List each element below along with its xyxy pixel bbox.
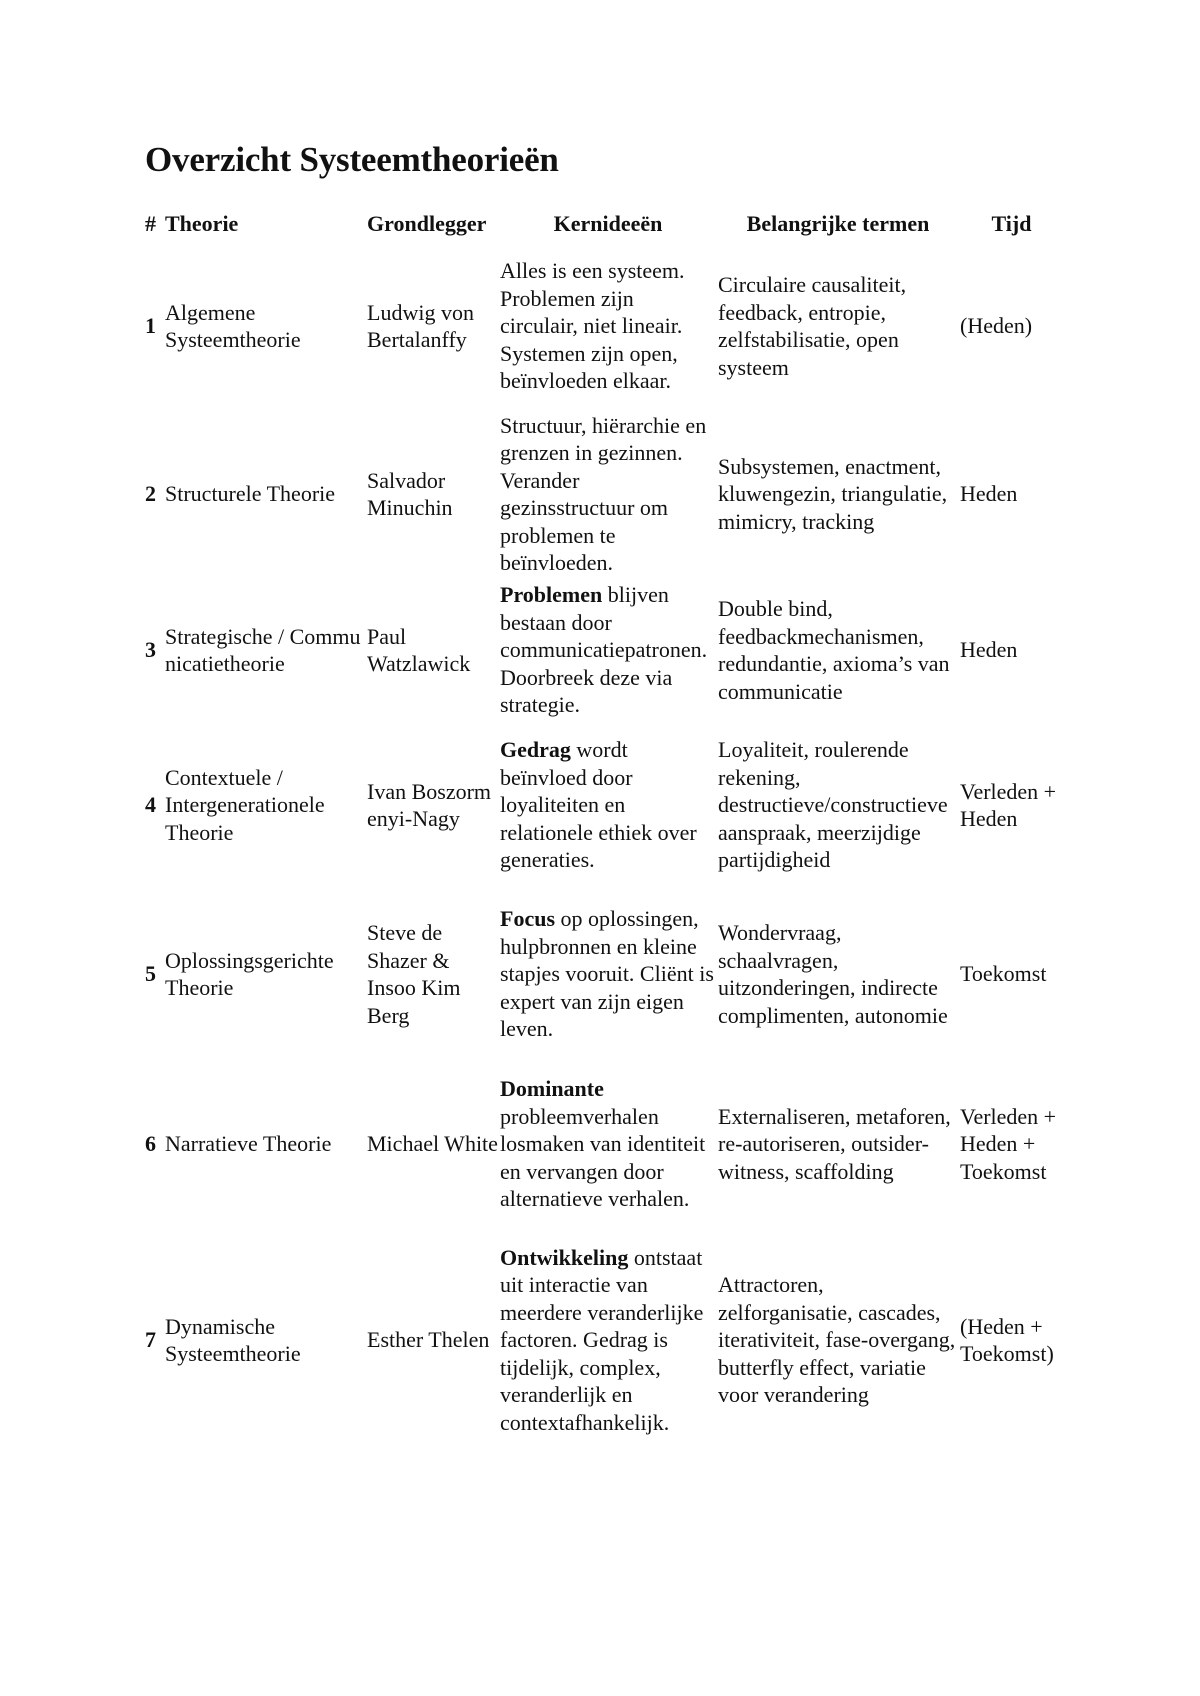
grondlegger-cell: Ivan Boszormenyi-Nagy bbox=[367, 778, 492, 831]
tijd-cell: Heden bbox=[960, 637, 1018, 663]
kern-text: blijven bestaan door communicatiepatronen. Doorbreek deze via strategie. bbox=[500, 582, 708, 718]
theories-table bbox=[145, 210, 1065, 1451]
header-num: # bbox=[145, 211, 156, 236]
grondlegger-cell: Paul Watzlawick bbox=[367, 623, 471, 676]
row-number: 7 bbox=[145, 1327, 156, 1353]
header-theorie: Theorie bbox=[165, 211, 239, 236]
kernideeen-cell bbox=[500, 889, 718, 1059]
grondlegger-cell: Esther Thelen bbox=[367, 1327, 490, 1353]
termen-cell: Circulaire causaliteit, feedback, entropie, zelfstabilisatie, open systeem bbox=[718, 272, 907, 380]
tijd-cell: Verleden + Heden + Toekomst bbox=[960, 1103, 1057, 1184]
theorie-cell: Narratieve Theorie bbox=[165, 1131, 332, 1157]
kern-text: wordt beïnvloed door loyaliteiten en relationele ethiek over generaties. bbox=[500, 737, 697, 873]
header-termen: Belangrijke termen bbox=[746, 211, 930, 236]
table-row bbox=[145, 721, 1065, 889]
kern-bold: Ontwikkeling bbox=[500, 1244, 629, 1270]
kern-bold: Dominante bbox=[500, 1076, 604, 1102]
kernideeen-cell bbox=[500, 579, 718, 721]
row-number: 4 bbox=[145, 792, 156, 818]
kern-text: ontstaat uit interactie van meerdere veranderlijke factoren. Gedrag is tijdelijk, complex, veranderlijk en contextafhankelijk. bbox=[500, 1244, 704, 1435]
row-number: 5 bbox=[145, 961, 156, 987]
grondlegger-cell: Salvador Minuchin bbox=[367, 467, 453, 520]
theorie-cell: Dynamische Systeemtheorie bbox=[165, 1313, 301, 1366]
termen-cell: Externaliseren, metaforen, re-autoriseren, outsider-witness, scaffolding bbox=[718, 1103, 951, 1184]
grondlegger-cell: Steve de Shazer & Insoo Kim Berg bbox=[367, 920, 461, 1028]
theorie-cell: Oplossingsgerichte Theorie bbox=[165, 947, 334, 1000]
table-row bbox=[145, 243, 1065, 409]
tijd-cell: (Heden) bbox=[960, 313, 1033, 339]
kern-text: op oplossingen, hulpbronnen en kleine stapjes vooruit. Cliënt is expert van zijn eigen leven. bbox=[500, 906, 714, 1042]
table-header bbox=[145, 210, 1065, 243]
kernideeen-cell bbox=[500, 409, 718, 579]
termen-cell: Subsystemen, enactment, kluwengezin, triangulatie, mimicry, tracking bbox=[718, 453, 948, 534]
document-page bbox=[145, 140, 1075, 1451]
table-row bbox=[145, 579, 1065, 721]
theorie-cell: Strategische / Communicatietheorie bbox=[165, 623, 361, 676]
table-row bbox=[145, 1229, 1065, 1451]
page-title: Overzicht Systeemtheorieën bbox=[145, 140, 559, 179]
tijd-cell: Toekomst bbox=[960, 961, 1047, 987]
kern-text: probleemverhalen losmaken van identiteit en vervangen door alternatieve verhalen. bbox=[500, 1103, 706, 1212]
table-row bbox=[145, 1059, 1065, 1229]
kernideeen-cell bbox=[500, 1229, 718, 1451]
termen-cell: Wondervraag, schaalvragen, uitzonderingen, indirecte complimenten, autonomie bbox=[718, 920, 948, 1028]
kern-text: Alles is een systeem. Problemen zijn circulair, niet lineair. Systemen zijn open, beïnvloeden elkaar. bbox=[500, 258, 685, 394]
row-number: 3 bbox=[145, 637, 156, 663]
grondlegger-cell: Michael White bbox=[367, 1131, 498, 1157]
kern-text: Structuur, hiërarchie en grenzen in gezinnen. Verander gezinsstructuur om problemen te beïnvloeden. bbox=[500, 412, 707, 575]
tijd-cell: Verleden + Heden bbox=[960, 778, 1057, 831]
termen-cell: Double bind, feedbackmechanismen, redundantie, axioma’s van communicatie bbox=[718, 596, 950, 704]
kern-bold: Focus bbox=[500, 906, 555, 932]
termen-cell: Attractoren, zelforganisatie, cascades, iterativiteit, fase-overgang, butterfly effect, variatie voor verandering bbox=[718, 1272, 956, 1408]
termen-cell: Loyaliteit, roulerende rekening, destructieve/constructieve aanspraak, meerzijdige partijdigheid bbox=[718, 737, 948, 873]
tijd-cell: Heden bbox=[960, 481, 1018, 507]
theorie-cell: Algemene Systeemtheorie bbox=[165, 299, 301, 352]
grondlegger-cell: Ludwig von Bertalanffy bbox=[367, 299, 474, 352]
row-number: 1 bbox=[145, 313, 156, 339]
theorie-cell: Structurele Theorie bbox=[165, 481, 336, 507]
tijd-cell: (Heden + Toekomst) bbox=[960, 1313, 1054, 1366]
table-row bbox=[145, 409, 1065, 579]
row-number: 6 bbox=[145, 1131, 156, 1157]
row-number: 2 bbox=[145, 481, 156, 507]
header-kernideeen: Kernideeën bbox=[553, 211, 663, 236]
kernideeen-cell bbox=[500, 243, 718, 409]
table-row bbox=[145, 889, 1065, 1059]
theorie-cell: Contextuele / Intergenerationele Theorie bbox=[165, 764, 325, 845]
header-tijd: Tijd bbox=[991, 211, 1032, 236]
kernideeen-cell bbox=[500, 1059, 718, 1229]
kern-bold: Problemen bbox=[500, 582, 603, 608]
kernideeen-cell bbox=[500, 721, 718, 889]
header-grondlegger: Grondlegger bbox=[367, 211, 487, 236]
kern-bold: Gedrag bbox=[500, 737, 571, 763]
